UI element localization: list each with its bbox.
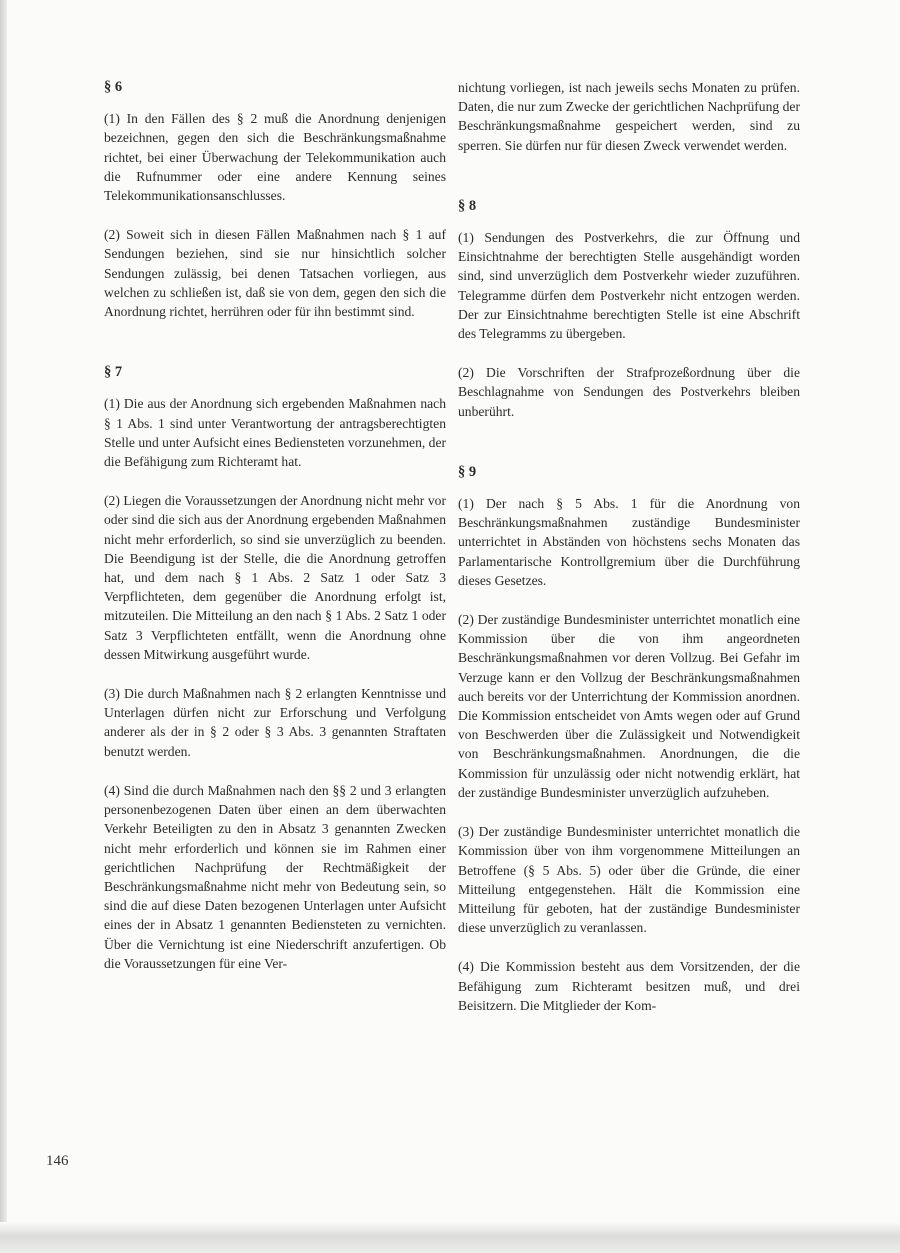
section-8-paragraph-2: (2) Die Vorschriften der Strafprozeßordnung über die Beschlagnahme von Sendungen des Postverkehrs bleiben unberührt. <box>458 365 800 419</box>
section-9-paragraph-4: (4) Die Kommission besteht aus dem Vorsitzenden, der die Befähigung zum Richteramt besitzen muß, und drei Beisitzern. Die Mitglieder der Kom- <box>458 959 800 1013</box>
section-7-paragraph-4-continued: nichtung vorliegen, ist nach jeweils sechs Monaten zu prüfen. Daten, die nur zum Zwecke der gerichtlichen Nachprüfung der Beschränkungsmaßnahme gespeichert werden, sind zu sperren. Sie dürfen nur für diesen Zweck verwendet werden. <box>458 80 800 153</box>
section-6-paragraph-2: (2) Soweit sich in diesen Fällen Maßnahmen nach § 1 auf Sendungen beziehen, sind sie nur hinsichtlich solcher Sendungen zulässig, bei denen Tatsachen vorliegen, aus welchen zu schließen ist, daß sie von dem, gegen den sich die Anordnung richtet, herrühren oder für ihn bestimmt sind. <box>104 227 446 320</box>
left-column <box>104 78 446 973</box>
page-number: 146 <box>46 1153 69 1169</box>
page-bottom-edge <box>0 1222 900 1253</box>
section-8-heading: § 8 <box>458 197 477 214</box>
section-7-heading: § 7 <box>104 364 123 381</box>
section-7-paragraph-1: (1) Die aus der Anordnung sich ergebenden Maßnahmen nach § 1 Abs. 1 sind unter Verantwortung der antragsberechtigten Stelle und unter Aufsicht eines Bediensteten vorzunehmen, der die Befähigung zum Richteramt hat. <box>104 396 447 470</box>
section-7-paragraph-3: (3) Die durch Maßnahmen nach § 2 erlangten Kenntnisse und Unterlagen dürfen nicht zur Erforschung und Verfolgung anderer als der in § 2 oder § 3 Abs. 3 genannten Straftaten benutzt werden. <box>104 686 446 759</box>
section-8-paragraph-1: (1) Sendungen des Postverkehrs, die zur Öffnung und Einsichtnahme der berechtigten Stelle ausgehändigt worden sind, sind unverzüglich dem Postverkehr wieder zuzuführen. Telegramme dürfen dem Postverkehr nicht entzogen werden. Der zur Einsichtnahme berechtigten Stelle ist eine Abschrift des Telegramms zu übergeben. <box>458 230 800 342</box>
page-left-edge <box>0 0 7 1253</box>
section-7-paragraph-4: (4) Sind die durch Maßnahmen nach den §§ 2 und 3 erlangten personenbezogenen Daten über einen an dem überwachten Verkehr Beteiligten zu den in Absatz 3 genannten Zwecken nicht mehr erforderlich und können sie im Rahmen einer gerichtlichen Nachprüfung der Rechtmäßigkeit der Beschränkungsmaßnahme nicht mehr von Bedeutung sein, so sind die auf diese Daten bezogenen Unterlagen unter Aufsicht eines der in Absatz 1 genannten Bediensteten zu vernichten. Über die Vernichtung ist eine Niederschrift anzufertigen. Ob die Voraussetzungen für eine Ver- <box>104 782 446 971</box>
section-9-paragraph-1: (1) Der nach § 5 Abs. 1 für die Anordnung von Beschränkungsmaßnahmen zuständige Bundesminister unterrichtet in Abständen von höchstens sechs Monaten das Parlamentarische Kontrollgremium über die Durchführung dieses Gesetzes. <box>458 496 800 588</box>
section-9-paragraph-2: (2) Der zuständige Bundesminister unterrichtet monatlich eine Kommission über die von ihm angeordneten Beschränkungsmaßnahmen vor deren Vollzug. Bei Gefahr im Verzuge kann er den Vollzug der Beschränkungsmaßnahmen auch bereits vor der Unterrichtung der Kommission anordnen. Die Kommission entscheidet von Amts wegen oder auf Grund von Beschwerden über die Zulässigkeit und Notwendigkeit von Beschränkungsmaßnahmen. Anordnungen, die die Kommission für unzulässig oder nicht notwendig erklärt, hat der zuständige Bundesminister unverzüglich aufzuheben. <box>458 612 800 800</box>
right-column <box>458 78 800 1015</box>
section-9-heading: § 9 <box>458 463 477 480</box>
section-7-paragraph-2: (2) Liegen die Voraussetzungen der Anordnung nicht mehr vor oder sind die sich aus der Anordnung ergebenden Maßnahmen nicht mehr erforderlich, so sind sie unverzüglich zu beenden. Die Beendigung ist der Stelle, die die Anordnung getroffen hat, und dem nach § 1 Abs. 2 Satz 1 oder Satz 3 Verpflichteten, dem gegenüber die Anordnung erfolgt ist, mitzuteilen. Die Mitteilung an den nach § 1 Abs. 2 Satz 1 oder Satz 3 Verpflichteten entfällt, wenn die Anordnung ohne dessen Mitwirkung ausgeführt wurde. <box>104 493 446 662</box>
section-6-paragraph-1: (1) In den Fällen des § 2 muß die Anordnung denjenigen bezeichnen, gegen den sich die Beschränkungsmaßnahme richtet, bei einer Überwachung der Telekommunikation auch die Rufnummer oder eine andere Kennung seines Telekommunikationsanschlusses. <box>104 111 446 204</box>
section-6-heading: § 6 <box>104 79 123 95</box>
section-9-paragraph-3: (3) Der zuständige Bundesminister unterrichtet monatlich die Kommission über von ihm vorgenommene Mitteilungen an Betroffene (§ 5 Abs. 5) oder über die Gründe, die einer Mitteilung entgegenstehen. Hält die Kommission eine Mitteilung für geboten, hat der zuständige Bundesminister diese unverzüglich zu veranlassen. <box>458 824 800 936</box>
